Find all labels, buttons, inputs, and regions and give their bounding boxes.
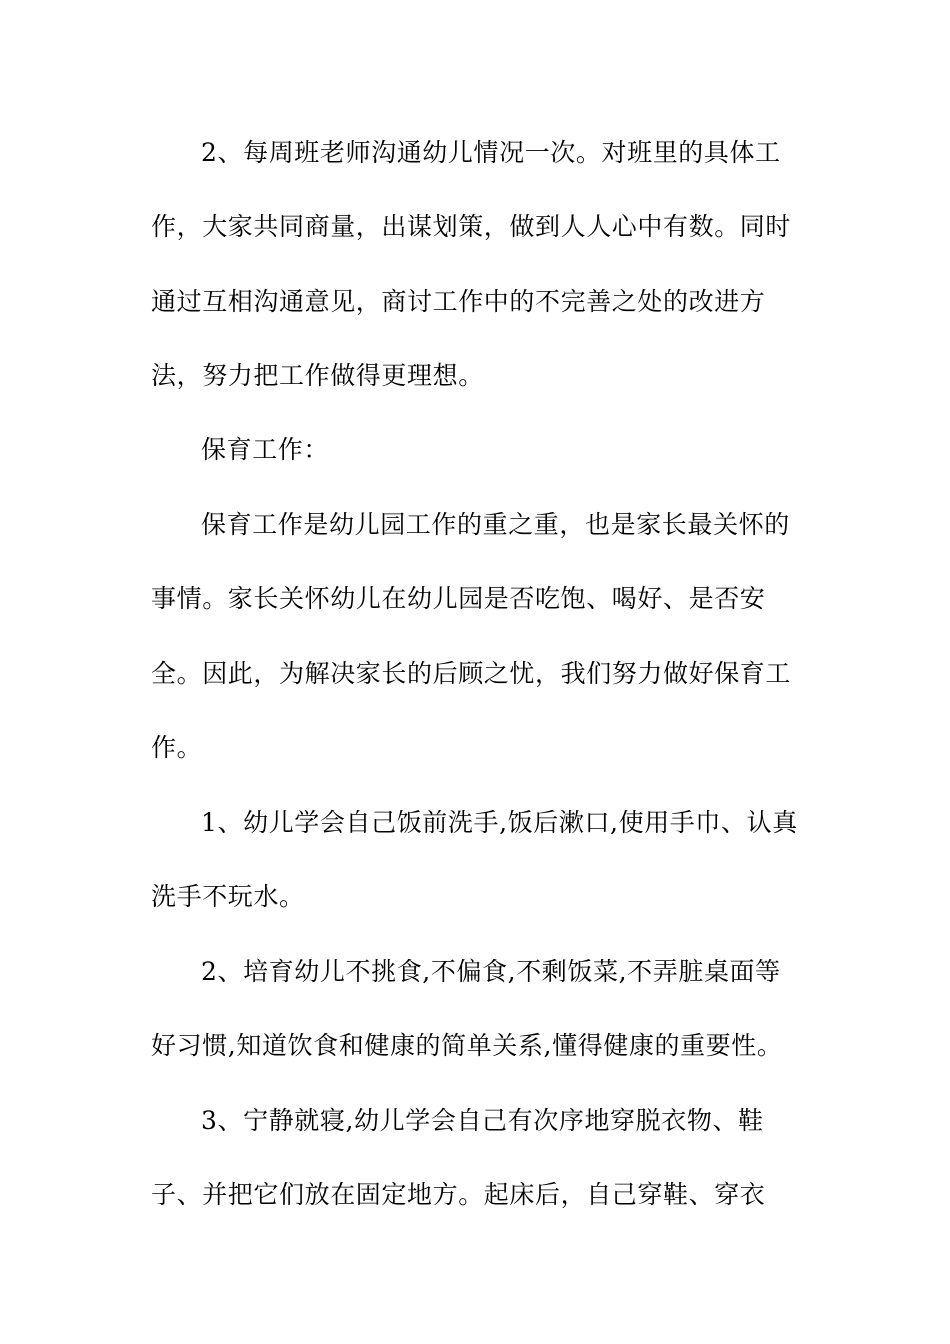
paragraph-line: 作。 [151, 733, 203, 762]
paragraph-line: 1、幼儿学会自己饭前洗手,饭后漱口,使用手巾、认真 [201, 808, 798, 837]
paragraph-line: 2、每周班老师沟通幼儿情况一次。对班里的具体工 [201, 138, 781, 167]
paragraph-line: 子、并把它们放在固定地方。起床后，自己穿鞋、穿衣 [151, 1180, 766, 1209]
paragraph-line: 事情。家长关怀幼儿在幼儿园是否吃饱、喝好、是否安 [151, 584, 766, 613]
paragraph-line: 作，大家共同商量，出谋划策，做到人人心中有数。同时 [151, 212, 792, 241]
paragraph-line: 2、培育幼儿不挑食,不偏食,不剩饭菜,不弄脏桌面等 [201, 957, 781, 986]
paragraph-line: 全。因此，为解决家长的后顾之忧，我们努力做好保育工 [151, 659, 792, 688]
paragraph-line: 3、宁静就寝,幼儿学会自己有次序地穿脱衣物、鞋 [201, 1106, 764, 1135]
paragraph-line: 好习惯,知道饮食和健康的简单关系,懂得健康的重要性。 [151, 1031, 783, 1060]
paragraph-line: 洗手不玩水。 [151, 882, 305, 911]
paragraph-line: 法，努力把工作做得更理想。 [151, 361, 484, 390]
section-heading: 保育工作： [201, 435, 330, 464]
paragraph-line: 通过互相沟通意见，商讨工作中的不完善之处的改进方 [151, 287, 766, 316]
paragraph-line: 保育工作是幼儿园工作的重之重，也是家长最关怀的 [201, 510, 790, 539]
